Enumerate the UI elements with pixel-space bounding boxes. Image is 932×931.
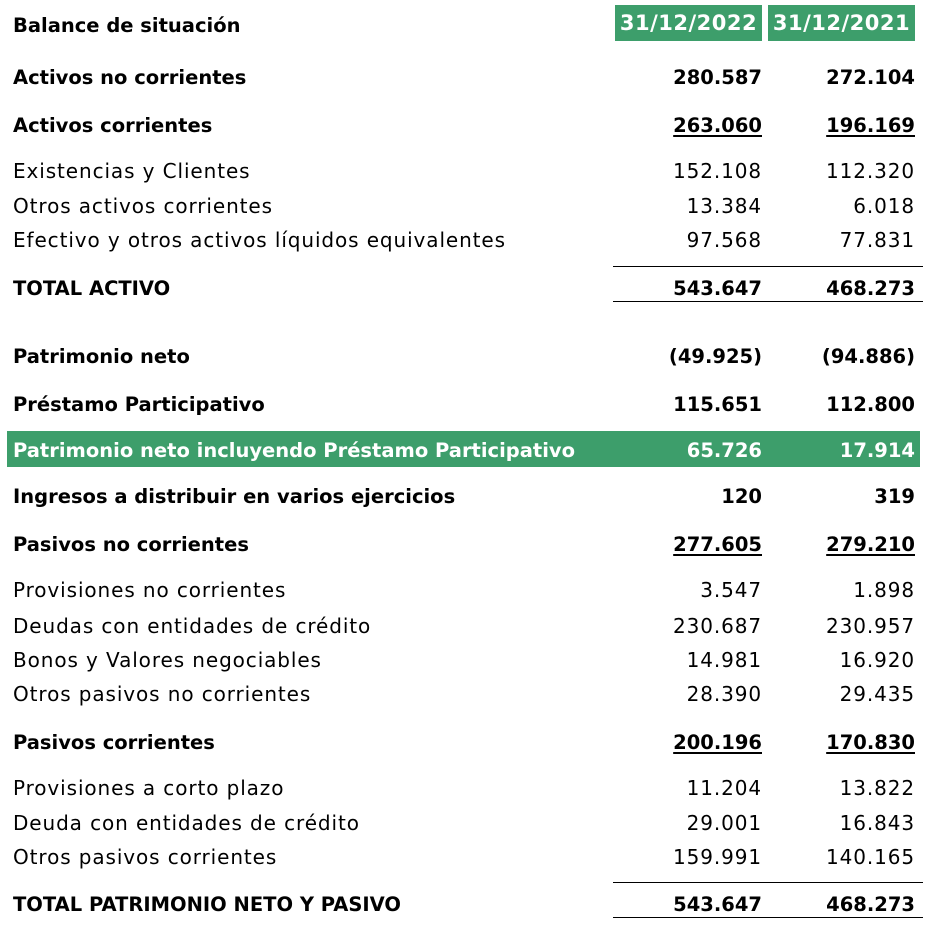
row-label: Otros activos corrientes xyxy=(13,194,273,218)
value-2021: 17.914 xyxy=(839,439,915,462)
total-rule xyxy=(768,301,923,302)
value-2021: 112.320 xyxy=(825,159,915,183)
value-2021: 468.273 xyxy=(826,893,915,916)
value-2021: 1.898 xyxy=(853,578,915,602)
value-2022: 65.726 xyxy=(686,439,762,462)
value-2022: (49.925) xyxy=(668,345,762,368)
value-2021: 279.210 xyxy=(826,533,915,556)
total-rule xyxy=(613,917,768,918)
row-label: Efectivo y otros activos líquidos equivalentes xyxy=(13,228,506,252)
value-2021: 272.104 xyxy=(826,66,915,89)
value-2022: 543.647 xyxy=(673,893,762,916)
value-2021: 112.800 xyxy=(826,393,915,416)
row-label: Otros pasivos no corrientes xyxy=(13,682,312,706)
value-2022: 115.651 xyxy=(673,393,762,416)
value-2022: 280.587 xyxy=(673,66,762,89)
value-2022: 29.001 xyxy=(686,811,762,835)
column-header-2022: 31/12/2022 xyxy=(615,5,762,41)
total-rule xyxy=(768,917,923,918)
total-rule xyxy=(613,301,768,302)
value-2022: 120 xyxy=(721,485,762,508)
row-label: Existencias y Clientes xyxy=(13,159,251,183)
row-label: Otros pasivos corrientes xyxy=(13,845,278,869)
value-2021: 16.920 xyxy=(839,648,915,672)
value-2021: (94.886) xyxy=(821,345,915,368)
row-label: Patrimonio neto xyxy=(13,345,190,368)
value-2022: 263.060 xyxy=(673,114,762,137)
value-2022: 13.384 xyxy=(686,194,762,218)
row-label: Bonos y Valores negociables xyxy=(13,648,322,672)
value-2021: 16.843 xyxy=(839,811,915,835)
row-label: Patrimonio neto incluyendo Préstamo Participativo xyxy=(13,439,576,462)
page-title: Balance de situación xyxy=(13,14,241,37)
row-label: Préstamo Participativo xyxy=(13,393,265,416)
value-2022: 28.390 xyxy=(686,682,762,706)
row-label: Activos no corrientes xyxy=(13,66,247,89)
total-rule xyxy=(613,882,768,883)
row-label: Ingresos a distribuir en varios ejercicios xyxy=(13,485,456,508)
value-2022: 11.204 xyxy=(686,776,762,800)
row-label: Provisiones a corto plazo xyxy=(13,776,285,800)
value-2021: 140.165 xyxy=(825,845,915,869)
row-label: Deuda con entidades de crédito xyxy=(13,811,360,835)
column-header-2021: 31/12/2021 xyxy=(768,5,915,41)
value-2022: 14.981 xyxy=(686,648,762,672)
value-2022: 277.605 xyxy=(673,533,762,556)
row-label: Pasivos corrientes xyxy=(13,731,215,754)
row-label: Deudas con entidades de crédito xyxy=(13,614,372,638)
value-2021: 6.018 xyxy=(853,194,915,218)
value-2022: 97.568 xyxy=(686,228,762,252)
value-2021: 77.831 xyxy=(839,228,915,252)
value-2021: 170.830 xyxy=(826,731,915,754)
value-2021: 13.822 xyxy=(839,776,915,800)
value-2021: 468.273 xyxy=(826,277,915,300)
value-2022: 159.991 xyxy=(672,845,762,869)
row-label: TOTAL ACTIVO xyxy=(13,277,171,300)
value-2022: 543.647 xyxy=(673,277,762,300)
value-2022: 152.108 xyxy=(672,159,762,183)
value-2021: 319 xyxy=(874,485,915,508)
value-2022: 230.687 xyxy=(672,614,762,638)
total-rule xyxy=(613,266,768,267)
value-2021: 196.169 xyxy=(826,114,915,137)
row-label: Pasivos no corrientes xyxy=(13,533,249,556)
value-2022: 3.547 xyxy=(700,578,762,602)
value-2021: 230.957 xyxy=(825,614,915,638)
value-2021: 29.435 xyxy=(839,682,915,706)
total-rule xyxy=(768,266,923,267)
row-label: Activos corrientes xyxy=(13,114,213,137)
row-label: Provisiones no corrientes xyxy=(13,578,287,602)
value-2022: 200.196 xyxy=(673,731,762,754)
row-label: TOTAL PATRIMONIO NETO Y PASIVO xyxy=(13,893,401,916)
total-rule xyxy=(768,882,923,883)
